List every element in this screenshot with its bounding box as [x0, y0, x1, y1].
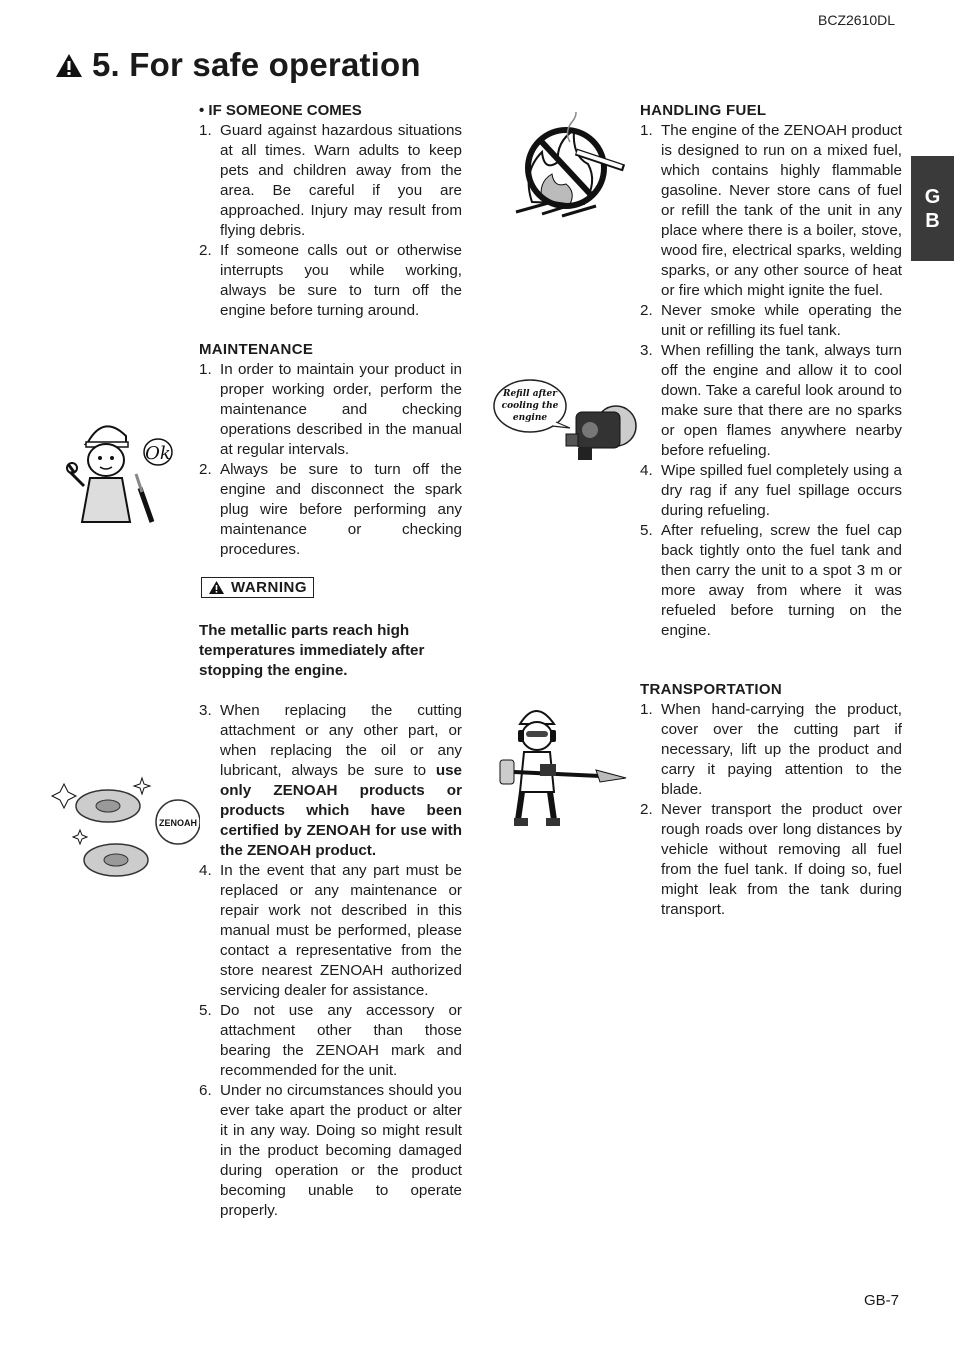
list-item	[640, 341, 902, 461]
item-number: 6.	[199, 1082, 212, 1099]
item-number: 2.	[199, 242, 212, 259]
refuel-illustration	[492, 376, 640, 466]
item-number: 5.	[640, 522, 653, 539]
item-text: Always be sure to turn off the engine and disconnect the spark plug wire before performing any maintenance or checking procedures.	[220, 461, 462, 558]
item-text: Guard against hazardous situations at all times. Warn adults to keep pets and children away from the area. Be careful if you are approached. Injury may result from flying debris.	[220, 122, 462, 239]
no-fire-illustration	[512, 112, 628, 220]
warning-box	[201, 577, 314, 600]
list-item	[199, 360, 462, 460]
item-number: 1.	[640, 122, 653, 139]
section-heading: HANDLING FUEL	[640, 102, 767, 119]
warning-triangle-icon	[54, 52, 84, 79]
list-item	[640, 121, 902, 301]
item-text: In order to maintain your product in proper working order, perform the maintenance and checking operations described in the manual at regular intervals.	[220, 361, 462, 458]
refill-bubble-line3: engine	[512, 413, 548, 423]
page-title	[54, 46, 421, 84]
section-maintenance	[199, 340, 462, 560]
item-number: 4.	[640, 462, 653, 479]
item-text: Never transport the product over rough roads over long distances by vehicle without removing all fuel from the fuel tank. If doing so, fuel might leak from the tank during transport.	[661, 801, 902, 918]
item-text: Wipe spilled fuel completely using a dry rag if any fuel spillage occurs during refueling.	[661, 462, 902, 519]
refill-bubble-line1: Refill after	[502, 389, 558, 399]
item-number: 1.	[199, 122, 212, 139]
item-text: When replacing the cutting attachment or any other part, or when replacing the oil or any lubricant, always be sure to	[220, 702, 462, 779]
carrying-operator-illustration	[496, 700, 630, 830]
section-handling-fuel	[640, 101, 902, 641]
cutting-blades-illustration	[50, 770, 200, 890]
list-item	[199, 861, 462, 1001]
item-text: Do not use any accessory or attachment other than those bearing the ZENOAH mark and recommended for the unit.	[220, 1002, 462, 1079]
section-transportation	[640, 680, 902, 920]
item-text: When hand-carrying the product, cover over the cutting part if necessary, lift up the product and carry it paying attention to the blade.	[661, 701, 902, 798]
item-number: 1.	[640, 701, 653, 718]
mechanic-illustration	[64, 412, 176, 532]
language-tab-line2: B	[925, 209, 940, 232]
list-item	[640, 700, 902, 800]
section-heading: TRANSPORTATION	[640, 681, 782, 698]
item-number: 2.	[640, 801, 653, 818]
list-item	[199, 1081, 462, 1221]
item-number: 2.	[199, 461, 212, 478]
item-text-bold: use only ZENOAH products or products which have been certified by ZENOAH for use with the ZENOAH product.	[220, 762, 462, 859]
item-text: After refueling, screw the fuel cap back tightly onto the fuel tank and then carry the unit to a spot 3 m or more away from where it was refueled before turning on the engine.	[661, 522, 902, 639]
item-number: 2.	[640, 302, 653, 319]
item-number: 5.	[199, 1002, 212, 1019]
page-number: GB-7	[864, 1292, 900, 1309]
page-title-text: 5. For safe operation	[92, 46, 421, 83]
item-text: If someone calls out or otherwise interrupts you while working, always be sure to turn off the engine before turning around.	[220, 242, 462, 319]
item-number: 1.	[199, 361, 212, 378]
section-heading: MAINTENANCE	[199, 341, 314, 358]
list-item	[199, 460, 462, 560]
item-text: The engine of the ZENOAH product is designed to run on a mixed fuel, which contains highly flammable gasoline. Never store cans of fuel or refill the tank of the unit in any place where there is a boiler, stove, wood fire, electrical sparks, welding sparks, or any other source of heat or fire which might ignite the fuel.	[661, 122, 902, 299]
item-number: 3.	[199, 702, 212, 719]
list-item	[199, 121, 462, 241]
list-item	[640, 301, 902, 341]
list-item	[199, 701, 462, 861]
item-number: 4.	[199, 862, 212, 879]
item-number: 3.	[640, 342, 653, 359]
item-text: In the event that any part must be replaced or any maintenance or repair work not described in this manual must be performed, please contact a representative from the store nearest ZENOAH authorized servicing dealer for assistance.	[220, 862, 462, 999]
list-item	[199, 1001, 462, 1081]
section-maintenance-continued	[199, 701, 462, 1221]
ok-bubble-text: Ok	[145, 443, 171, 464]
language-tab	[911, 156, 954, 261]
item-text: Never smoke while operating the unit or refilling its fuel tank.	[661, 302, 902, 339]
section-someone-comes	[199, 101, 462, 321]
brand-label: ZENOAH	[159, 818, 197, 828]
warning-text: The metallic parts reach high temperatures immediately after stopping the engine.	[199, 622, 425, 679]
item-text: When refilling the tank, always turn off the engine and allow it to cool down. Take a careful look around to make sure that there are no sparks or open flames anywhere nearby before refueling.	[661, 342, 902, 459]
warning-label: WARNING	[231, 579, 307, 596]
refill-bubble-line2: cooling the	[501, 401, 559, 411]
item-text: Under no circumstances should you ever take apart the product or alter it in any way. Doing so might result in the product becoming damaged during operation or the product becoming unable to operate properly.	[220, 1082, 462, 1219]
list-item	[640, 521, 902, 641]
list-item	[199, 241, 462, 321]
section-heading: • IF SOMEONE COMES	[199, 102, 362, 119]
warning-triangle-icon	[208, 580, 225, 595]
language-tab-line1: G	[924, 185, 941, 208]
model-number: BCZ2610DL	[818, 12, 896, 28]
list-item	[640, 800, 902, 920]
list-item	[640, 461, 902, 521]
